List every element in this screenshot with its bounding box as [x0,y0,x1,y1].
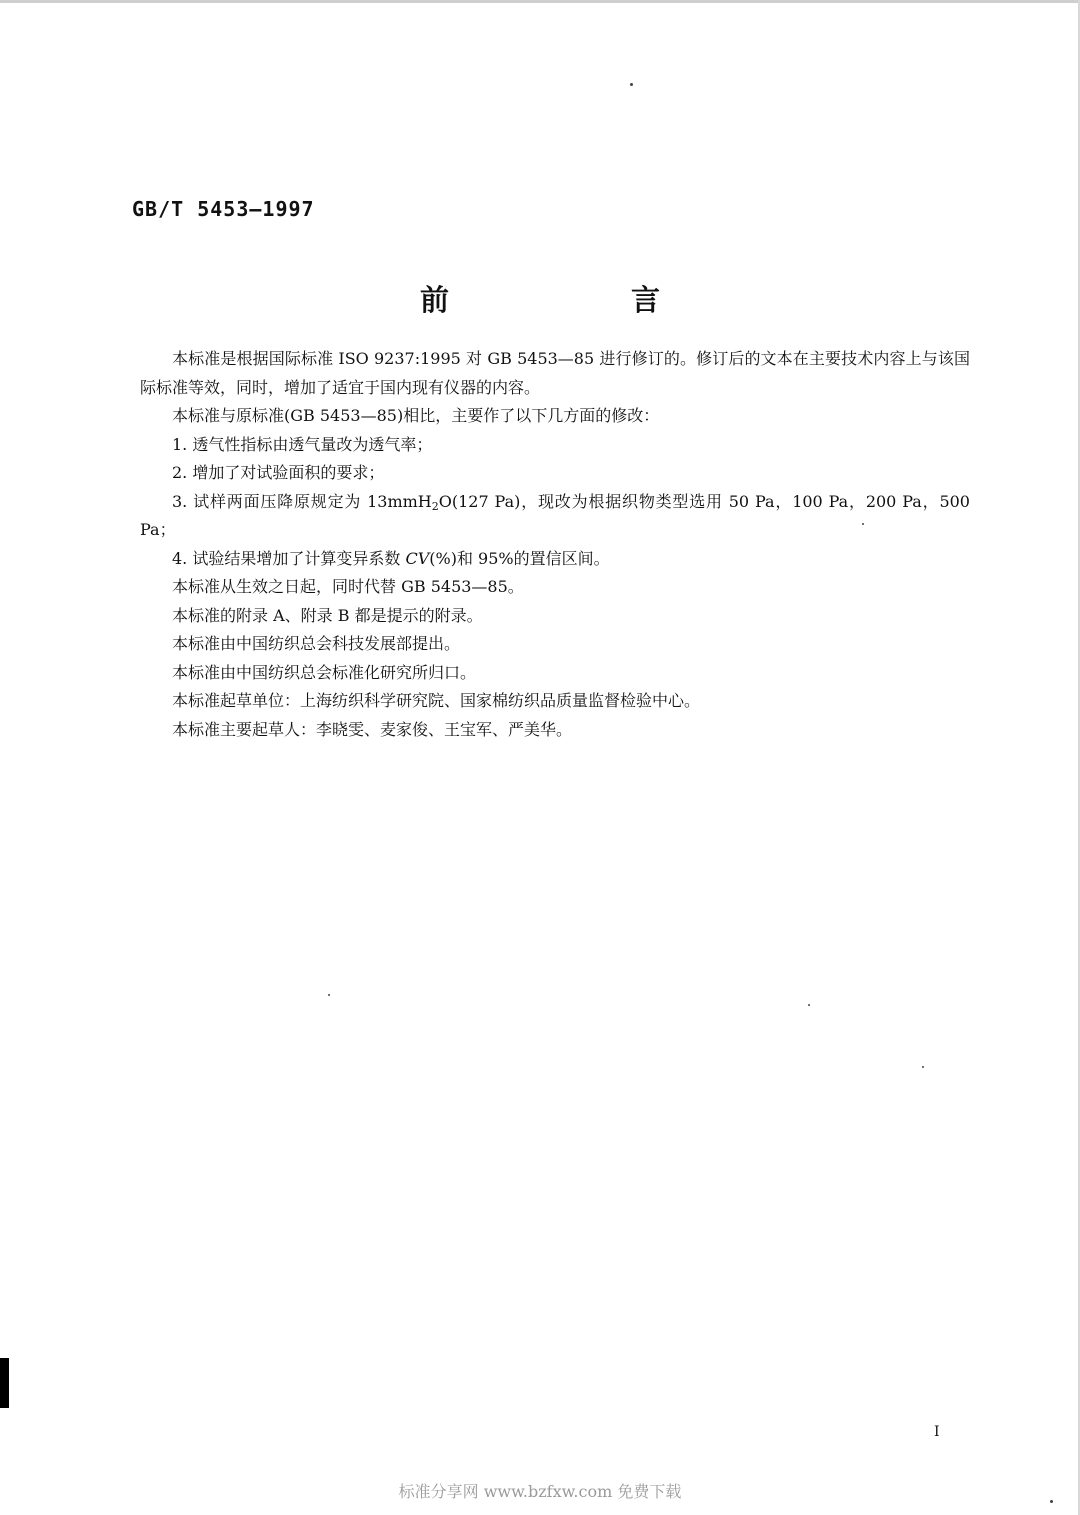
list-item-3-subscript: 2 [431,499,439,513]
scan-margin-mark [0,1358,9,1408]
list-item-4-text-a: 4. 试验结果增加了计算变异系数 [172,548,406,568]
document-body [140,345,970,744]
paragraph-changes-intro: 本标准与原标准(GB 5453—85)相比，主要作了以下几方面的修改： [172,406,660,425]
paragraph-drafting-units: 本标准起草单位：上海纺织科学研究院、国家棉纺织品质量监督检验中心。 [172,691,701,710]
paragraph-basis: 本标准是根据国际标准 ISO 9237:1995 对 GB 5453—85 进行修订的。修订后的文本在主要技术内容上与该国际标准等效，同时，增加了适宜于国内现有仪器的内容。 [140,349,970,397]
list-item-1: 1. 透气性指标由透气量改为透气率； [172,434,433,454]
paragraph-replaces: 本标准从生效之日起，同时代替 GB 5453—85。 [172,577,524,596]
list-item-2: 2. 增加了对试验面积的要求； [172,463,385,482]
scan-speck [922,1066,924,1068]
scan-speck [808,1004,810,1006]
page-number: I [934,1424,940,1440]
paragraph-centralized-by: 本标准由中国纺织总会标准化研究所归口。 [172,662,477,682]
scan-speck [328,994,330,996]
paragraph-drafters: 本标准主要起草人：李晓雯、麦家俊、王宝军、严美华。 [172,719,573,739]
scan-speck [630,83,633,86]
paragraph-appendix: 本标准的附录 A、附录 B 都是提示的附录。 [172,605,483,625]
list-item-4-cv: CV [405,548,430,568]
list-item-4-text-b: (%)和 95%的置信区间。 [429,548,610,568]
page-top-edge [0,0,1080,3]
list-item-3-text-a: 3. 试样两面压降原规定为 13mmH [172,491,432,511]
watermark-link[interactable]: 标准分享网 www.bzfxw.com 免费下载 [398,1482,682,1501]
list-item-3 [140,488,970,545]
paragraph-proposed-by: 本标准由中国纺织总会科技发展部提出。 [172,634,461,653]
page-title: 前 言 [419,283,747,317]
list-item-4 [140,545,970,574]
standard-code: GB/T 5453—1997 [132,197,315,221]
list-item-3-text-b: O(127 Pa)，现改为根据织物类型选用 50 Pa，100 Pa，200 Pa，500 Pa； [140,491,970,539]
